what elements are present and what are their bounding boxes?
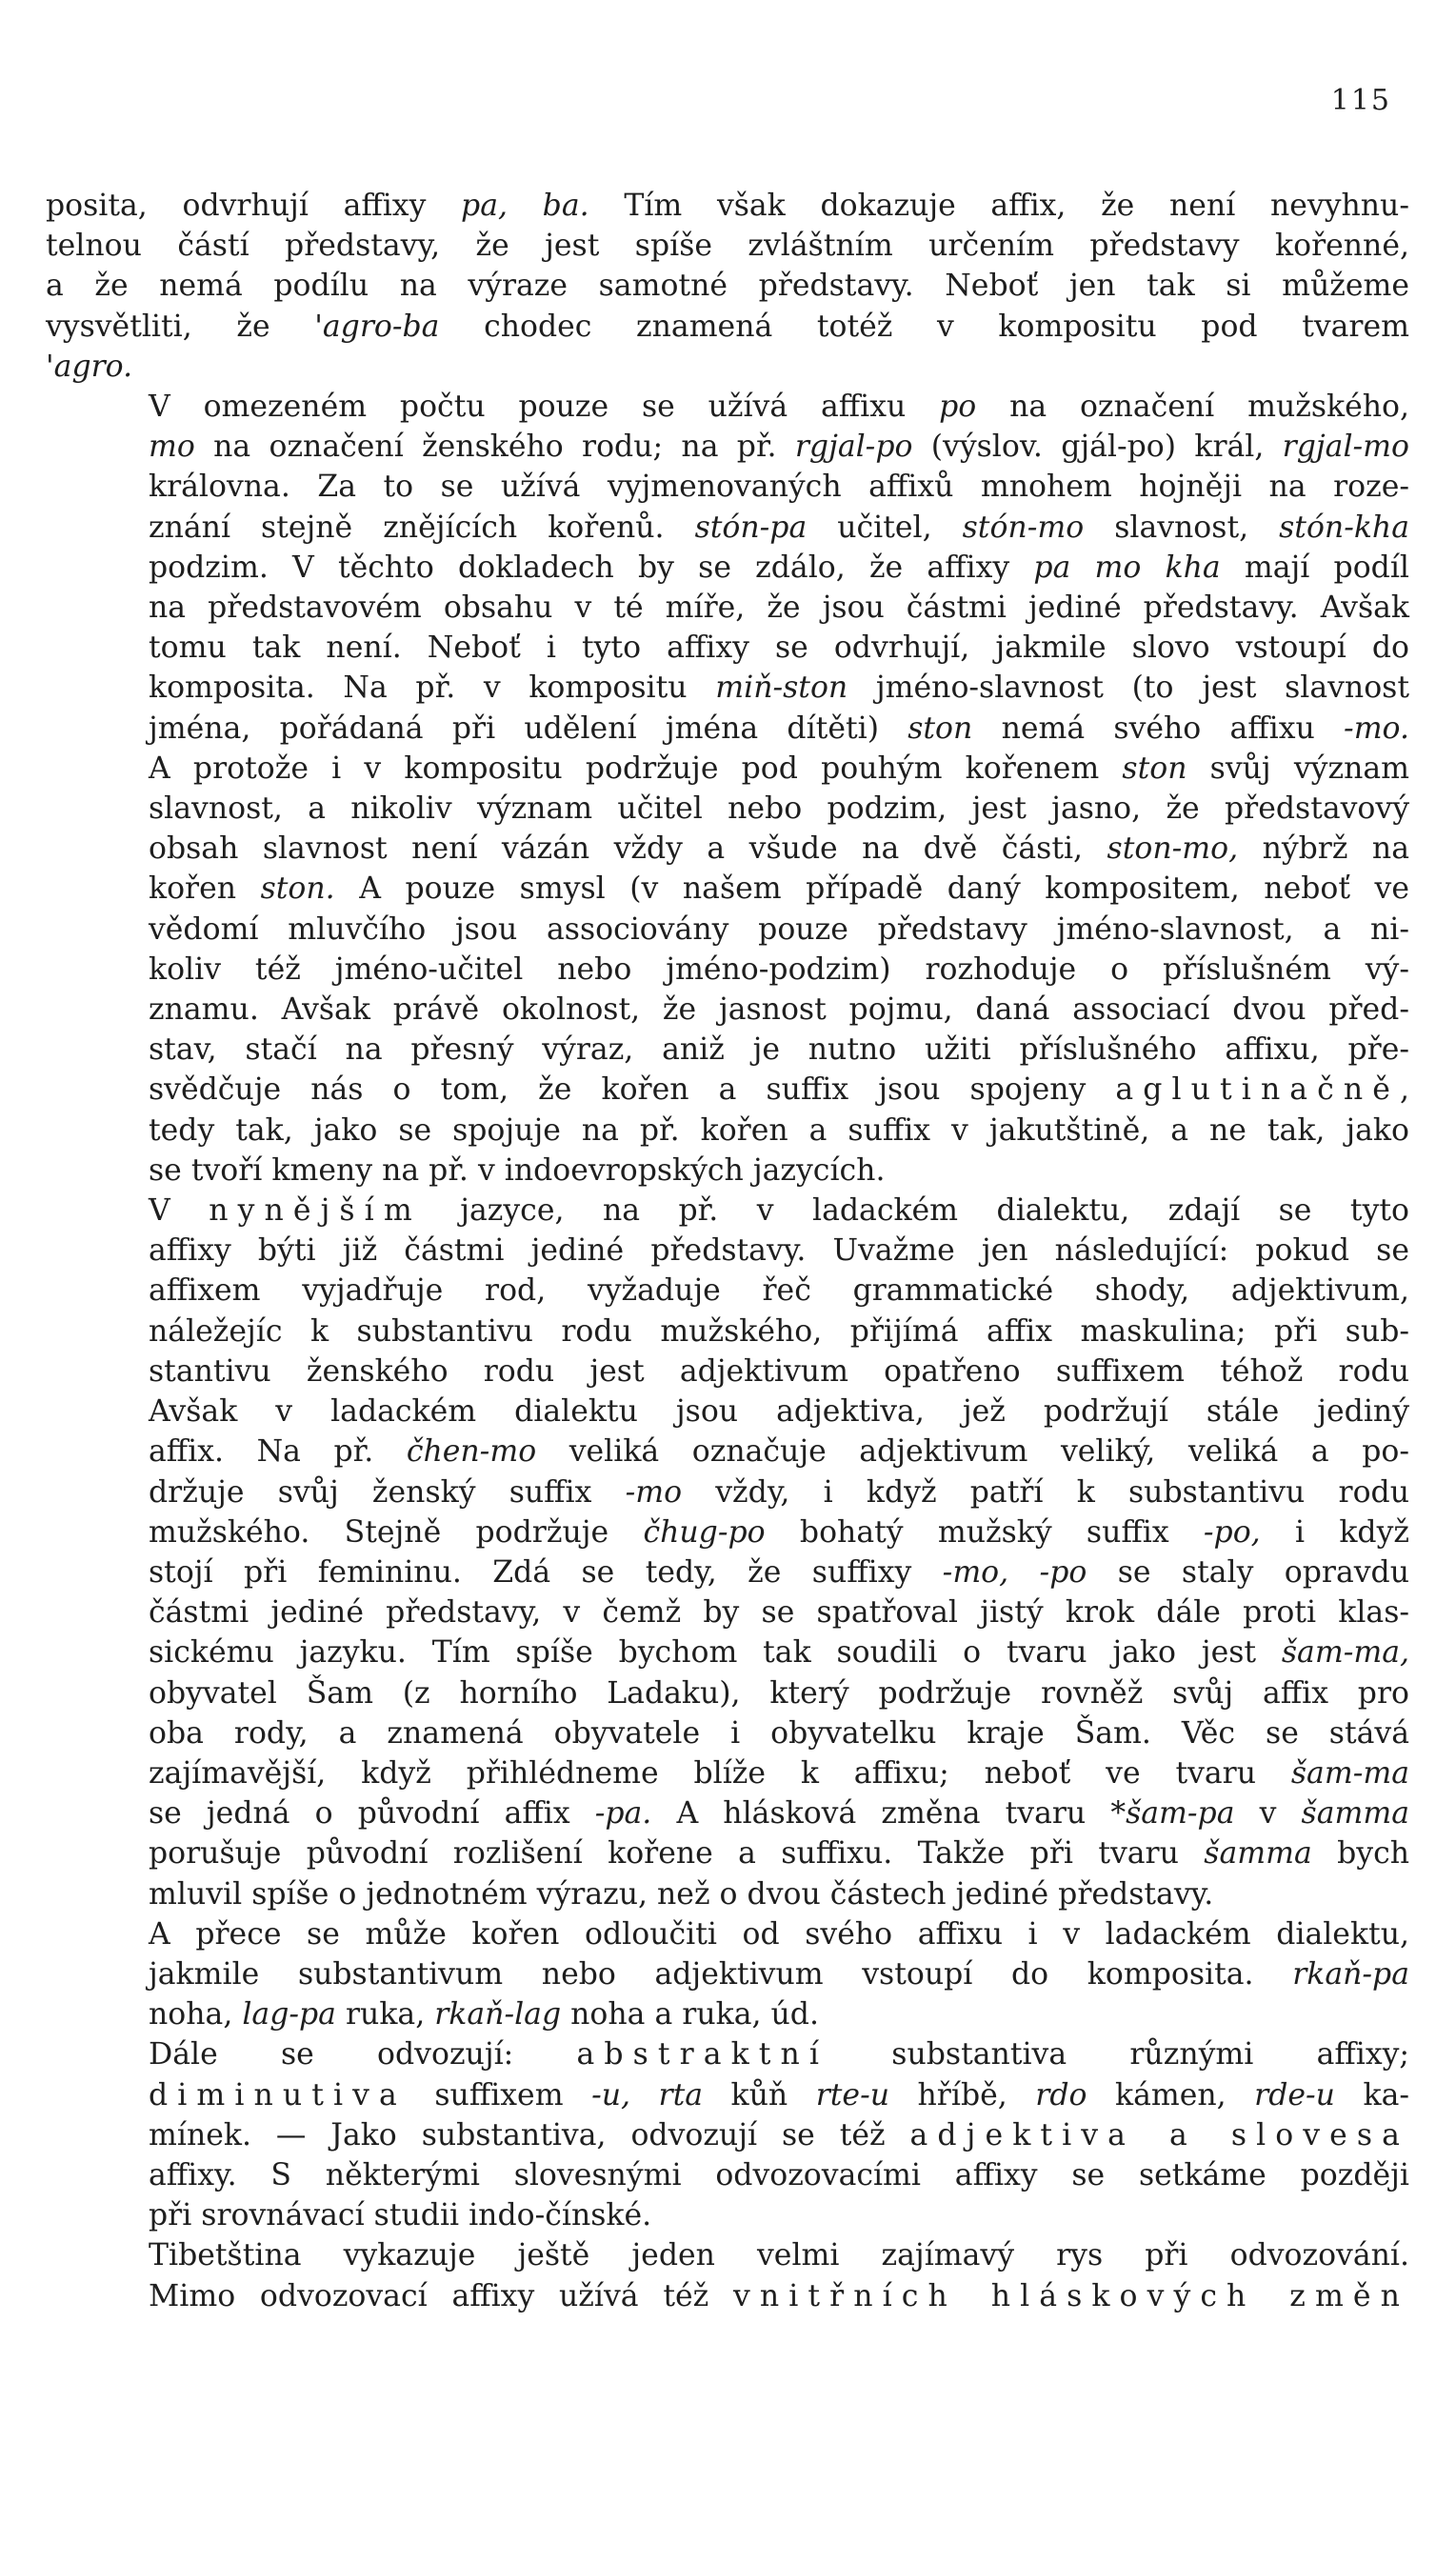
text-line: Mimo odvozovací affixy užívá též vnitřních hláskových změn	[149, 2278, 1409, 2313]
text-line: znamu. Avšak právě okolnost, že jasnost pojmu, daná associací dvou před-	[149, 992, 1409, 1028]
text-line: na představovém obsahu v té míře, že jsou částmi jediné představy. Avšak	[149, 591, 1409, 626]
text-line: Tibetština vykazuje ještě jeden velmi zajímavý rys při odvozování.	[149, 2238, 1409, 2273]
text-line: mínek. — Jako substantiva, odvozují se též adjektiva a slovesa	[149, 2117, 1409, 2153]
text-line: mo na označení ženského rodu; na př. rgjal-po (výslov. gjál-po) král, rgjal-mo	[149, 430, 1409, 465]
text-line: obsah slavnost není vázán vždy a všude na dvě části, ston-mo, nýbrž na	[149, 831, 1409, 867]
text-line: mluvil spíše o jednotném výrazu, než o dvou částech jediné představy.	[149, 1876, 1214, 1912]
paragraph	[46, 2034, 1409, 2235]
text-line: Avšak v ladackém dialektu jsou adjektiva, jež podržují stále jediný	[149, 1394, 1409, 1430]
text-line: Dále se odvozují: abstraktní substantiva různými affixy;	[149, 2037, 1410, 2072]
text-line: affixy býti již částmi jediné představy. Uvažme jen následující: pokud se	[149, 1233, 1409, 1269]
text-line: částmi jediné představy, v čemž by se spatřoval jistý krok dále proti klas-	[149, 1595, 1409, 1631]
text-line: a že nemá podílu na výraze samotné představy. Neboť jen tak si můžeme	[46, 269, 1409, 304]
text-line: V omezeném počtu pouze se užívá affixu po na označení mužského,	[149, 390, 1409, 425]
text-line: A přece se může kořen odloučiti od svého affixu i v ladackém dialektu,	[149, 1916, 1409, 1952]
text-line: podzim. V těchto dokladech by se zdálo, že affixy pa mo kha mají podíl	[149, 550, 1409, 585]
text-line: affix. Na př. čhen-mo veliká označuje adjektivum veliký, veliká a po-	[149, 1434, 1409, 1470]
text-line: stojí při femininu. Zdá se tedy, že suffixy -mo, -po se staly opravdu	[149, 1554, 1409, 1590]
text-line: obyvatel Šam (z horního Ladaku), který podržuje rovněž svůj affix pro	[149, 1675, 1409, 1711]
text-line: královna. Za to se užívá vyjmenovaných affixů mnohem hojněji na roze-	[149, 470, 1409, 505]
page-number: 115	[1330, 84, 1391, 117]
paragraph	[46, 1914, 1409, 2035]
text-line: affixy. S některými slovesnými odvozovacími affixy se setkáme později	[149, 2157, 1409, 2193]
paragraph	[46, 2235, 1409, 2315]
text-line: mužského. Stejně podržuje čhug-po bohatý mužský suffix -po, i když	[149, 1514, 1409, 1550]
paragraph	[46, 186, 1409, 387]
text-line: zajímavější, když přihlédneme blíže k affixu; neboť ve tvaru šam-ma	[149, 1755, 1409, 1791]
text-line: jména, pořádaná při udělení jména dítěti) ston nemá svého affixu -mo.	[149, 711, 1409, 746]
text-line: jakmile substantivum nebo adjektivum vstoupí do komposita. rkaň-pa	[149, 1956, 1409, 1992]
text-line: se tvoří kmeny na př. v indoevropských jazycích.	[149, 1152, 886, 1188]
text-line: tomu tak není. Neboť i tyto affixy se odvrhují, jakmile slovo vstoupí do	[149, 631, 1409, 666]
text-line: telnou částí představy, že jest spíše zvláštním určením představy kořenné,	[46, 229, 1409, 264]
text-line: sickému jazyku. Tím spíše bychom tak soudili o tvaru jako jest šam-ma,	[149, 1635, 1409, 1671]
text-line: V nynějším jazyce, na př. v ladackém dialektu, zdají se tyto	[149, 1193, 1410, 1229]
text-line: kořen ston. A pouze smysl (v našem případě daný kompositem, neboť ve	[149, 871, 1409, 907]
text-line: tedy tak, jako se spojuje na př. kořen a suffix v jakutštině, a ne tak, jako	[149, 1112, 1409, 1148]
text-line: koliv též jméno-učitel nebo jméno-podzim) rozhoduje o příslušném vý-	[149, 951, 1409, 987]
text-line: porušuje původní rozlišení kořene a suffixu. Takže při tvaru šamma bych	[149, 1836, 1410, 1872]
text-line: znání stejně znějících kořenů. stón-pa učitel, stón-mo slavnost, stón-kha	[149, 510, 1409, 545]
text-line: posita, odvrhují affixy pa, ba. Tím však dokazuje affix, že není nevyhnu-	[46, 189, 1409, 223]
text-line: se jedná o původní affix -pa. A hlásková změna tvaru *šam-pa v šamma	[149, 1796, 1409, 1832]
text-line: vědomí mluvčího jsou associovány pouze představy jméno-slavnost, a ni-	[149, 911, 1409, 947]
text-line: oba rody, a znamená obyvatele i obyvatelku kraje Šam. Věc se stává	[149, 1715, 1409, 1751]
paragraph	[46, 387, 1409, 1191]
text-line: A protože i v kompositu podržuje pod pouhým kořenem ston svůj význam	[149, 751, 1410, 786]
text-line: diminutiva suffixem -u, rta kůň rte-u hříbě, rdo kámen, rde-u ka-	[149, 2077, 1409, 2112]
text-line: noha, lag-pa ruka, rkaň-lag noha a ruka, úd.	[149, 1997, 819, 2032]
text-line: affixem vyjadřuje rod, vyžaduje řeč grammatické shody, adjektivum,	[149, 1273, 1409, 1309]
text-line: slavnost, a nikoliv význam učitel nebo podzim, jest jasno, že představový	[149, 791, 1409, 827]
text-line: stav, stačí na přesný výraz, aniž je nutno užiti příslušného affixu, pře-	[149, 1032, 1409, 1068]
text-line: komposita. Na př. v kompositu miň-ston jméno-slavnost (to jest slavnost	[149, 671, 1409, 706]
text-line: při srovnávací studii indo-čínské.	[149, 2198, 652, 2233]
text-line: svědčuje nás o tom, že kořen a suffix jsou spojeny aglutinačně,	[149, 1072, 1409, 1108]
body-text	[46, 186, 1409, 2316]
text-line: stantivu ženského rodu jest adjektivum opatřeno suffixem téhož rodu	[149, 1353, 1409, 1389]
text-line: držuje svůj ženský suffix -mo vždy, i když patří k substantivu rodu	[149, 1474, 1409, 1510]
paragraph	[46, 1191, 1409, 1914]
text-line: náležejíc k substantivu rodu mužského, přijímá affix maskulina; při sub-	[149, 1313, 1409, 1349]
text-line: vysvětliti, že 'agro-ba chodec znamená totéž v kompositu pod tvarem	[46, 309, 1410, 344]
text-line: 'agro.	[46, 349, 133, 384]
